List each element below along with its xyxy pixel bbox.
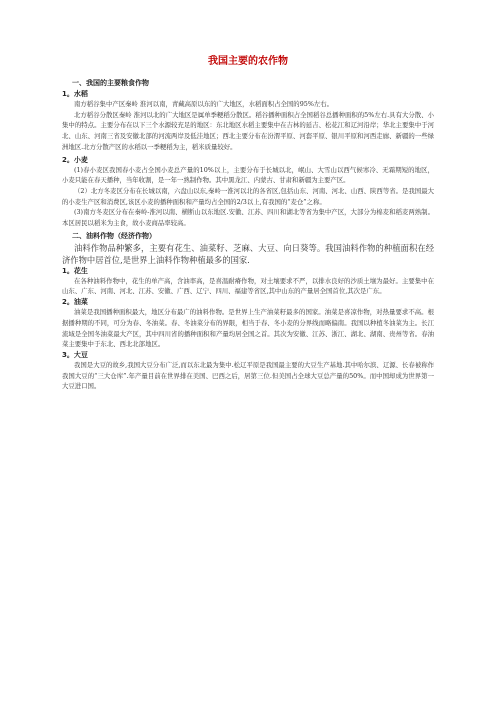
paragraph-peanut: 在各种油料作物中，花生的单产高，含油率高，是喜温耐瘠作物，对土壤要求不严，以排水良好的沙质土壤为最好。主要集中在山东、广东、河南、河北、江苏、安徽、广西、辽宁、四川、福建等省区,其中山东的产量居全国首位,其次是广东。 — [62, 276, 434, 296]
subheading-peanut: 1。花生 — [62, 266, 88, 275]
subheading-soybean: 3。大豆 — [62, 350, 88, 359]
paragraph-soybean: 我国是大豆的故乡,我国大豆分布广泛,而以东北最为集中.松辽平原是我国最主要的大豆生产基地.其中哈尔滨、辽源、长春被称作我国大豆的“三大仓库”.年产量目前在世界排在美国、巴西之后，居第三位.但美国占全球大豆总产量的50%。而中国却成为世界第一大豆进口国。 — [62, 360, 434, 391]
paragraph-wheat-north: （2）北方冬麦区分布在长城以南，六盘山以东,秦岭一淮河以北的各省区,包括山东、河南、河北、山西、陕西等省。是我国最大的小麦生产区和消费区,该区小麦的播种面积和产量均占全国的2/3以上,有我国的“麦仓”之称。 — [62, 186, 434, 206]
document-page — [62, 56, 434, 392]
page-title: 我国主要的农作物 — [208, 56, 288, 67]
paragraph-rice-north: 北方稻谷分散区秦岭 淮河以北的广大地区是属单季粳稻分散区。稻谷播种面积占全国稻谷总播种面积的5%左右.具有大分散、小集中的特点。主要分布在以下三个水源较充足的地区：东北地区水稻主要集中在吉林的延吉、松花江和辽河沿岸；华北主要集中于河北、山东、河南三省及安徽北部的河流两岸及低洼地区；西北主要分布在汾渭平原、河套平原、银川平原和河西走廊、新疆的一些绿洲地区.北方分散产区的水稻以一季粳稻为主，稻米质量较好。 — [62, 110, 434, 151]
paragraph-rapeseed: 油菜是我国播种面积最大，地区分布最广的油料作物。是世界上生产油菜籽最多的国家。油菜是喜凉作物，对热量要求不高。根据播种期的不同，可分为春、冬油菜。春、冬油菜分布的界限，相当于春、冬小麦的分界线而略偏南。我国以种植冬油菜为主。长江流域是全国冬油菜最大产区，其中四川省的播种面积和产量均居全国之首。其次为安徽、江苏、浙江、湖北、湖南、贵州等省。春油菜主要集中于东北、西北北部地区。 — [62, 308, 434, 349]
subheading-rice: 1。水稻 — [62, 90, 88, 98]
paragraph-wheat-south: (3)南方冬麦区分布在秦岭-淮河以南、横断山以东地区.安徽、江苏、四川和湖北等省为集中产区，大部分为棉麦和稻麦两熟制。本区居民以稻米为主食，故小麦商品率较高。 — [62, 208, 434, 228]
section-heading-grain: 一、我国的主要粮食作物 — [72, 79, 149, 87]
paragraph-wheat-spring: (1)春小麦区我国春小麦占全国小麦总产量的10%以上，主要分布于长城以北，岷山、大雪山以西气候寒冷、无霜期短的地区，小麦只能在春天播种，当年收割，是一年一熟制作物。其中黑龙江、内蒙古、甘肃和新疆为主要产区。 — [62, 165, 434, 185]
paragraph-rice-south: 南方稻谷集中产区秦岭 淮河以南，青藏高原以东的广大地区，水稻面积占全国的95%左右。 — [74, 100, 334, 108]
subheading-wheat: 2。小麦 — [62, 155, 88, 164]
section-heading-oil: 二、油料作物（经济作物） — [72, 231, 156, 240]
paragraph-oil-intro: 油料作物品种繁多，主要有花生、油菜籽、芝麻、大豆、向日葵等。我国油料作物的种植面积在经济作物中居首位,是世界上油料作物种植最多的国家. — [62, 242, 434, 265]
subheading-rapeseed: 2。油菜 — [62, 298, 88, 307]
